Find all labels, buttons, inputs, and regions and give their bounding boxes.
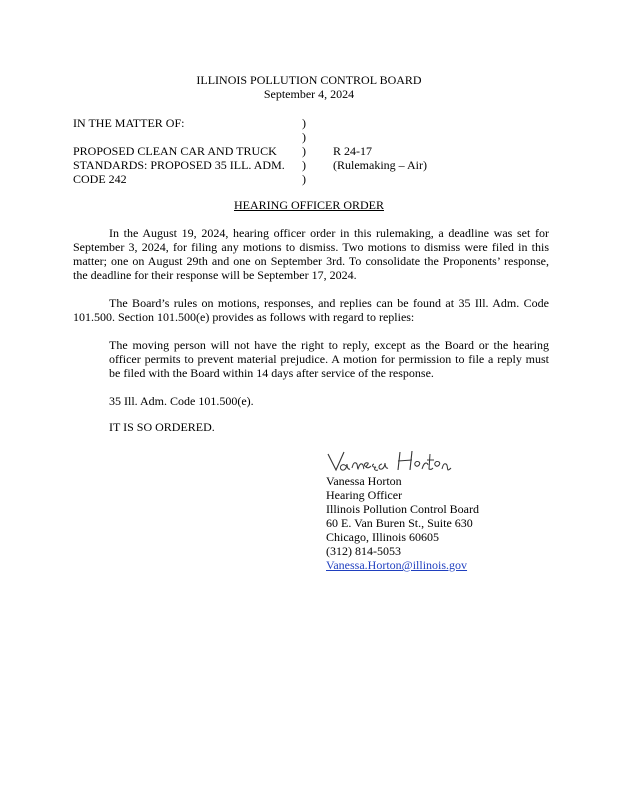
caption-matter-line-1: PROPOSED CLEAN CAR AND TRUCK	[73, 144, 277, 158]
order-date: September 4, 2024	[263, 87, 355, 101]
email-link[interactable]: Vanessa.Horton@illinois.gov	[326, 558, 468, 572]
signer-title: Hearing Officer	[326, 488, 403, 502]
caption-paren: )	[302, 116, 306, 130]
caption-paren: )	[302, 172, 306, 186]
signer-name: Vanessa Horton	[326, 474, 402, 488]
caption-matter-line-3: CODE 242	[73, 172, 127, 186]
closing-statement: IT IS SO ORDERED.	[109, 420, 215, 434]
paragraph-deadline: In the August 19, 2024, hearing officer order in this rulemaking, a deadline was set for September 3, 2024, for filing any motions to dismiss. Two motions to dismiss were filed in this matter; one on August 29th and one on September 3rd. To consolidate the Proponents’ response, the deadline for their response will be September 17, 2024.	[73, 226, 549, 282]
caption-paren: )	[302, 144, 306, 158]
quoted-rule: The moving person will not have the right to reply, except as the Board or the hearing officer permits to prevent material prejudice. A motion for permission to file a reply must be filed with the Board within 14 days after service of the response.	[109, 338, 549, 380]
caption-paren: )	[302, 158, 306, 172]
signature-block	[326, 448, 546, 572]
paragraph-board-rules: The Board’s rules on motions, responses, and replies can be found at 35 Ill. Adm. Code 101.500. Section 101.500(e) provides as follows with regard to replies:	[73, 296, 549, 324]
docket-number: R 24-17	[333, 144, 372, 158]
address-line-2: Chicago, Illinois 60605	[326, 530, 439, 544]
docket-type: (Rulemaking – Air)	[333, 158, 427, 172]
caption-in-the-matter: IN THE MATTER OF:	[73, 116, 185, 130]
caption-matter-line-2: STANDARDS: PROPOSED 35 ILL. ADM.	[73, 158, 285, 172]
email-line	[326, 558, 546, 572]
order-title-wrapper	[0, 198, 618, 212]
board-name-heading: ILLINOIS POLLUTION CONTROL BOARD	[196, 73, 422, 87]
order-title: HEARING OFFICER ORDER	[233, 198, 384, 212]
rule-citation: 35 Ill. Adm. Code 101.500(e).	[109, 394, 254, 408]
address-line-1: 60 E. Van Buren St., Suite 630	[326, 516, 473, 530]
handwritten-signature	[326, 448, 456, 474]
signer-organization: Illinois Pollution Control Board	[326, 502, 480, 516]
caption-paren: )	[302, 130, 306, 144]
phone-number: (312) 814-5053	[326, 544, 401, 558]
